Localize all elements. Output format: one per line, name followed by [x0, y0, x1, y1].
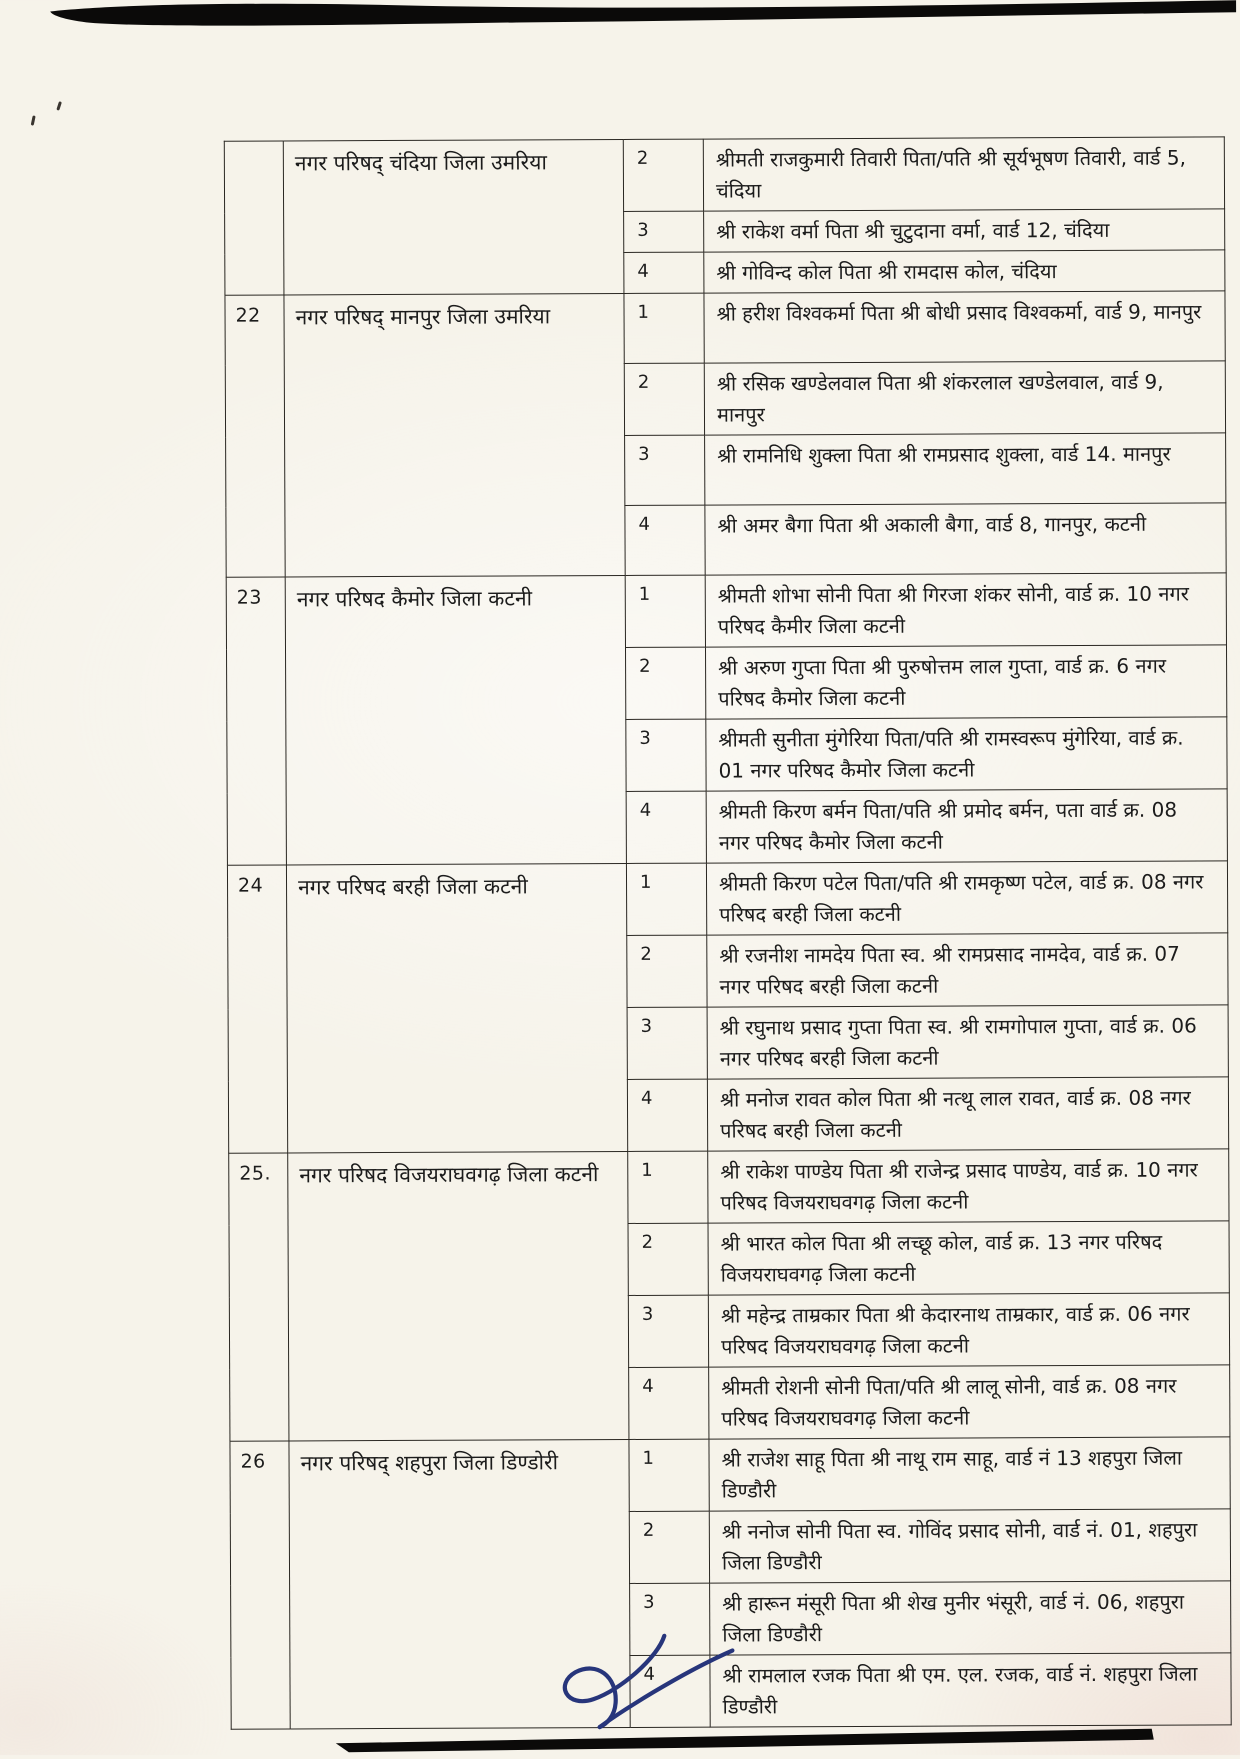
serial-number-cell: 26: [230, 1441, 290, 1729]
member-detail-cell: श्री मनोज रावत कोल पिता श्री नत्थू लाल रावत, वार्ड क्र. 08 नगर परिषद बरही जिला कटनी: [707, 1077, 1228, 1151]
member-detail-cell: श्री रघुनाथ प्रसाद गुप्ता पिता स्व. श्री रामगोपाल गुप्ता, वार्ड क्र. 06 नगर परिषद बरही जिला कटनी: [707, 1005, 1228, 1079]
council-member-table: [224, 136, 1232, 1729]
member-detail-cell: श्री ननोज सोनी पिता स्व. गोविंद प्रसाद सोनी, वार्ड नं. 01, शहपुरा जिला डिण्डौरी: [709, 1509, 1230, 1583]
table-row: [225, 291, 1225, 365]
serial-number-cell: 23: [226, 577, 286, 865]
member-detail-cell: श्री राकेश पाण्डेय पिता श्री राजेन्द्र प्रसाद पाण्डेय, वार्ड क्र. 10 नगर परिषद विजयराघवगढ़ जिला कटनी: [708, 1149, 1229, 1223]
member-number-cell: 4: [627, 1079, 707, 1151]
member-detail-cell: श्रीमती राजकुमारी तिवारी पिता/पति श्री सूर्यभूषण तिवारी, वार्ड 5, चंदिया: [703, 137, 1224, 211]
member-detail-cell: श्री रजनीश नामदेय पिता स्व. श्री रामप्रसाद नामदेव, वार्ड क्र. 07 नगर परिषद बरही जिला कटनी: [707, 933, 1228, 1007]
member-number-cell: 1: [626, 863, 706, 935]
council-name-cell: नगर परिषद् चंदिया जिला उमरिया: [283, 139, 624, 294]
member-number-cell: 3: [624, 211, 704, 252]
council-name-cell: नगर परिषद विजयराघवगढ़ जिला कटनी: [288, 1151, 629, 1440]
scan-artifact-bottom-bar-icon: [4, 1719, 1240, 1758]
member-number-cell: 4: [629, 1367, 709, 1439]
member-detail-cell: श्रीमती किरण बर्मन पिता/पति श्री प्रमोद बर्मन, पता वार्ड क्र. 08 नगर परिषद कैमोर जिला कटनी: [706, 789, 1227, 863]
member-detail-cell: श्रीमती शोभा सोनी पिता श्री गिरजा शंकर सोनी, वार्ड क्र. 10 नगर परिषद कैमीर जिला कटनी: [705, 573, 1226, 647]
member-number-cell: 2: [625, 647, 705, 719]
member-number-cell: 3: [627, 1007, 707, 1079]
member-detail-cell: श्री हारून मंसूरी पिता श्री शेख मुनीर भंसूरी, वार्ड नं. 06, शहपुरा जिला डिण्डौरी: [710, 1581, 1231, 1655]
serial-number-cell: 24: [227, 865, 287, 1153]
member-number-cell: 1: [624, 293, 704, 363]
serial-number-cell: [224, 141, 284, 295]
member-number-cell: 1: [629, 1439, 709, 1511]
member-detail-cell: श्री राकेश वर्मा पिता श्री चुटुदाना वर्मा, वार्ड 12, चंदिया: [704, 209, 1225, 252]
member-number-cell: 3: [630, 1583, 710, 1655]
member-detail-cell: श्रीमती रोशनी सोनी पिता/पति श्री लालू सोनी, वार्ड क्र. 08 नगर परिषद विजयराघवगढ़ जिला कटनी: [709, 1365, 1230, 1439]
member-number-cell: 2: [623, 139, 703, 211]
member-number-cell: 2: [624, 363, 704, 435]
table-row: [227, 861, 1227, 937]
member-detail-cell: श्री हरीश विश्वकर्मा पिता श्री बोधी प्रसाद विश्वकर्मा, वार्ड 9, मानपुर: [704, 291, 1225, 363]
scan-artifact-top-bar-icon: [0, 0, 1236, 37]
member-detail-cell: श्री महेन्द्र ताम्रकार पिता श्री केदारनाथ ताम्रकार, वार्ड क्र. 06 नगर परिषद विजयराघवगढ़ जिला कटनी: [708, 1293, 1229, 1367]
member-detail-cell: श्री गोविन्द कोल पिता श्री रामदास कोल, चंदिया: [704, 250, 1225, 293]
member-detail-cell: श्री राजेश साहू पिता श्री नाथू राम साहू, वार्ड नं 13 शहपुरा जिला डिण्डौरी: [709, 1437, 1230, 1511]
member-number-cell: 4: [626, 791, 706, 863]
member-number-cell: 4: [630, 1655, 710, 1727]
table-row: [230, 1437, 1230, 1513]
table-row: [229, 1149, 1229, 1225]
council-name-cell: नगर परिषद् शहपुरा जिला डिण्डोरी: [289, 1439, 630, 1728]
member-number-cell: 3: [628, 1295, 708, 1367]
member-number-cell: 3: [626, 719, 706, 791]
member-number-cell: 2: [629, 1511, 709, 1583]
council-name-cell: नगर परिषद् मानपुर जिला उमरिया: [284, 293, 625, 576]
member-number-cell: 3: [625, 435, 705, 505]
member-detail-cell: श्रीमती सुनीता मुंगेरिया पिता/पति श्री रामस्वरूप मुंगेरिया, वार्ड क्र. 01 नगर परिषद कैमोर जिला कटनी: [706, 717, 1227, 791]
member-detail-cell: श्री रामलाल रजक पिता श्री एम. एल. रजक, वार्ड नं. शहपुरा जिला डिण्डौरी: [710, 1653, 1231, 1727]
table-row: [226, 573, 1226, 649]
council-name-cell: नगर परिषद बरही जिला कटनी: [286, 863, 627, 1152]
table-body: [224, 137, 1231, 1729]
member-detail-cell: श्री रसिक खण्डेलवाल पिता श्री शंकरलाल खण्डेलवाल, वार्ड 9, मानपुर: [704, 361, 1225, 435]
member-detail-cell: श्री रामनिधि शुक्ला पिता श्री रामप्रसाद शुक्ला, वार्ड 14. मानपुर: [705, 433, 1226, 505]
member-detail-cell: श्री अरुण गुप्ता पिता श्री पुरुषोत्तम लाल गुप्ता, वार्ड क्र. 6 नगर परिषद कैमोर जिला कटनी: [705, 645, 1226, 719]
ink-speck-icon: [56, 101, 62, 110]
member-number-cell: 1: [628, 1151, 708, 1223]
serial-number-cell: 22: [225, 295, 285, 577]
member-number-cell: 2: [628, 1223, 708, 1295]
member-detail-cell: श्रीमती किरण पटेल पिता/पति श्री रामकृष्ण पटेल, वार्ड क्र. 08 नगर परिषद बरही जिला कटनी: [706, 861, 1227, 935]
table-row: [224, 137, 1224, 213]
ink-speck-icon: [31, 115, 36, 125]
member-number-cell: 4: [625, 505, 705, 575]
member-number-cell: 2: [627, 935, 707, 1007]
member-number-cell: 4: [624, 252, 704, 293]
member-detail-cell: श्री अमर बैगा पिता श्री अकाली बैगा, वार्ड 8, गानपुर, कटनी: [705, 503, 1226, 575]
serial-number-cell: 25.: [229, 1153, 289, 1441]
member-detail-cell: श्री भारत कोल पिता श्री लच्छू कोल, वार्ड क्र. 13 नगर परिषद विजयराघवगढ़ जिला कटनी: [708, 1221, 1229, 1295]
member-number-cell: 1: [625, 575, 705, 647]
council-name-cell: नगर परिषद कैमोर जिला कटनी: [285, 575, 626, 864]
